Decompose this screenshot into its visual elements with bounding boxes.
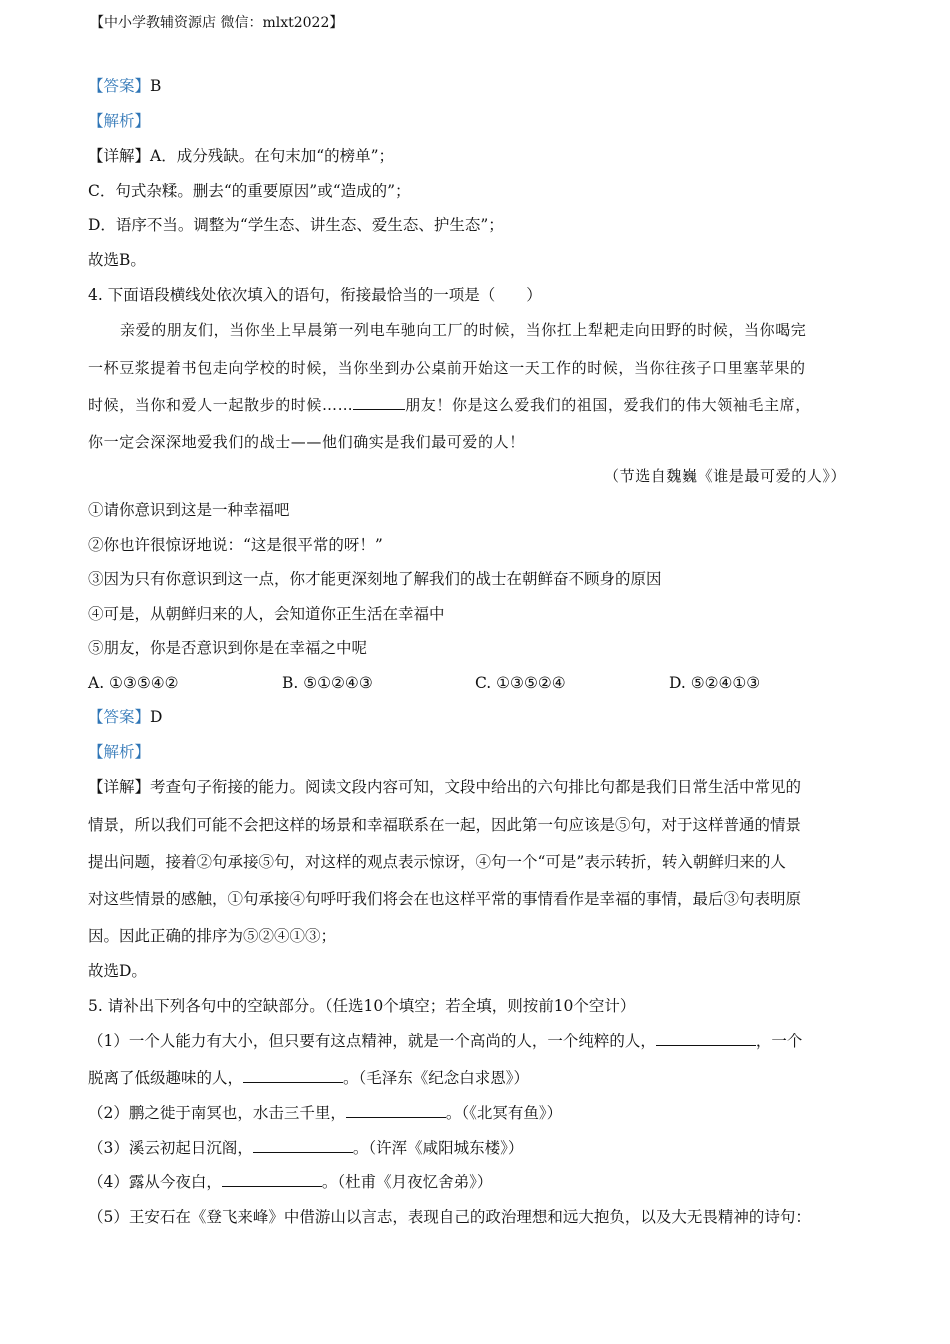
q4-passage-line-4: 你一定会深深地爱我们的战士——他们确实是我们最可爱的人！	[88, 433, 525, 451]
q4-detail-line-3: 提出问题，接着②句承接⑤句，对这样的观点表示惊讶，④句一个“可是”表示转折，转入朝鲜归来的人	[88, 853, 786, 871]
q4-detail-line-4: 对这些情景的感触，①句承接④句呼吁我们将会在也这样平常的事情看作是幸福的事情，最后③句表明原	[88, 890, 802, 908]
q4-option-d: D. ⑤②④①③	[669, 674, 761, 692]
q4-item-1: ①请你意识到这是一种幸福吧	[88, 501, 290, 519]
q4-passage-line-3	[88, 395, 811, 415]
answer-value: B	[150, 77, 162, 95]
q4-conclusion: 故选D。	[88, 962, 147, 980]
q4-detail-line-2: 情景，所以我们可能不会把这样的场景和幸福联系在一起，因此第一句应该是⑤句，对于这样普通的情景	[88, 816, 802, 834]
detail-tag: 【详解】	[88, 778, 151, 796]
q5-sentence-5: （5）王安石在《登飞来峰》中借游山以言志，表现自己的政治理想和远大抱负，以及大无畏精神的诗句：	[88, 1208, 811, 1226]
sentence-text: 脱离了低级趣味的人，	[88, 1069, 244, 1087]
sentence-text: （4）露从今夜白，	[88, 1173, 222, 1191]
sentence-text: （3）溪云初起日沉阁，	[88, 1139, 253, 1157]
answer-blank	[253, 1138, 353, 1153]
q4-analysis-tag: 【解析】	[88, 743, 151, 761]
q5-sentence-4	[88, 1172, 492, 1192]
q5-sentence-1	[88, 1031, 802, 1051]
q3-detail-d: D．语序不当。调整为“学生态、讲生态、爱生态、护生态”；	[88, 216, 504, 234]
answer-value: D	[150, 708, 163, 726]
q3-answer	[88, 76, 161, 96]
q4-passage-line-1: 亲爱的朋友们，当你坐上早晨第一列电车驰向工厂的时候，当你扛上犁耙走向田野的时候，当你喝完	[120, 321, 807, 339]
q4-passage-source: （节选自魏巍《谁是最可爱的人》）	[604, 467, 847, 485]
answer-tag: 【答案】	[88, 708, 151, 726]
q4-option-a: A. ①③⑤④②	[88, 674, 179, 692]
q4-stem: 4. 下面语段横线处依次填入的语句，衔接最恰当的一项是（ ）	[88, 286, 542, 304]
detail-text: 考查句子衔接的能力。阅读文段内容可知，文段中给出的六句排比句都是我们日常生活中常见的	[150, 778, 802, 796]
q4-option-b: B. ⑤①②④③	[282, 674, 373, 692]
q5-sentence-1-cont	[88, 1068, 529, 1088]
detail-tag: 【详解】	[88, 147, 151, 165]
q4-item-4: ④可是，从朝鲜归来的人，会知道你正生活在幸福中	[88, 605, 445, 623]
answer-blank	[353, 395, 405, 410]
q5-stem: 5. 请补出下列各句中的空缺部分。（任选10个填空；若全填，则按前10个空计）	[88, 997, 636, 1015]
q3-detail-c: C．句式杂糅。删去“的重要原因”或“造成的”；	[88, 182, 411, 200]
header-watermark: 【中小学教辅资源店 微信：mlxt2022】	[90, 15, 344, 31]
answer-tag: 【答案】	[88, 77, 151, 95]
q3-detail-a	[88, 146, 394, 166]
passage-text: 时候，当你和爱人一起散步的时候……	[88, 396, 354, 414]
q4-detail-line-5: 因。因此正确的排序为⑤②④①③；	[88, 927, 337, 945]
q4-option-c: C. ①③⑤②④	[475, 674, 566, 692]
sentence-text: ，一个	[755, 1032, 803, 1050]
sentence-text: （2）鹏之徙于南冥也，水击三千里，	[88, 1104, 346, 1122]
q5-sentence-2	[88, 1103, 562, 1123]
answer-blank	[222, 1172, 322, 1187]
q4-answer	[88, 707, 162, 727]
sentence-text: 。（许浑《咸阳城东楼》）	[352, 1139, 524, 1157]
sentence-text: 。（《北冥有鱼》）	[445, 1104, 563, 1122]
q4-passage-line-2: 一杯豆浆提着书包走向学校的时候，当你坐到办公桌前开始这一天工作的时候，当你往孩子口里塞苹果的	[88, 359, 806, 377]
q5-sentence-3	[88, 1138, 523, 1158]
sentence-text: （1）一个人能力有大小，但只要有这点精神，就是一个高尚的人，一个纯粹的人，	[88, 1032, 656, 1050]
detail-text: A．成分残缺。在句末加“的榜单”；	[150, 147, 395, 165]
q4-detail-line-1	[88, 777, 801, 797]
sentence-text: 。（杜甫《月夜忆舍弟》）	[321, 1173, 493, 1191]
q3-conclusion: 故选B。	[88, 251, 146, 269]
answer-blank	[346, 1103, 446, 1118]
sentence-text: 。（毛泽东《纪念白求恩》）	[343, 1069, 530, 1087]
answer-blank	[243, 1068, 343, 1083]
q4-item-3: ③因为只有你意识到这一点，你才能更深刻地了解我们的战士在朝鲜奋不顾身的原因	[88, 570, 662, 588]
q4-item-2: ②你也许很惊讶地说：“这是很平常的呀！”	[88, 536, 383, 554]
answer-blank	[656, 1031, 756, 1046]
q3-analysis-tag: 【解析】	[88, 112, 151, 130]
passage-text: 朋友！你是这么爱我们的祖国，爱我们的伟大领袖毛主席，	[405, 396, 811, 414]
q4-item-5: ⑤朋友，你是否意识到你是在幸福之中呢	[88, 639, 368, 657]
